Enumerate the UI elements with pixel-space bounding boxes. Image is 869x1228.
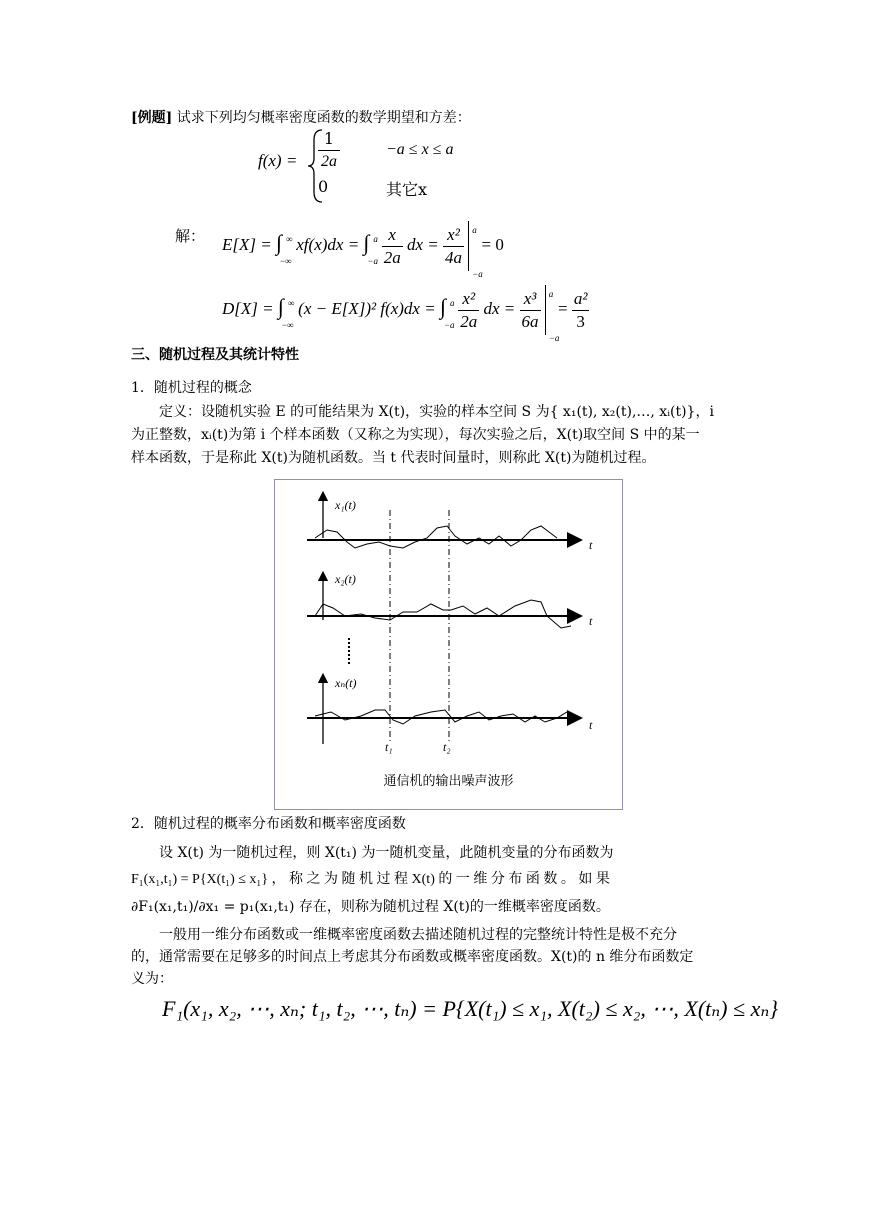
upper-limit: ∞	[287, 297, 295, 308]
variance-equals: =	[558, 298, 568, 318]
variance-integrand: (x − E[X])² f(x)dx =	[298, 298, 436, 318]
fraction-numerator: x²	[458, 288, 479, 311]
lower-limit: −∞	[279, 255, 292, 266]
bar-lower: −a	[548, 333, 560, 343]
figure-caption: 通信机的输出噪声波形	[383, 774, 514, 789]
fraction-numerator: x²	[443, 224, 464, 247]
lower-limit: −a	[443, 319, 455, 330]
subsection-heading-2: 2．随机过程的概率分布函数和概率密度函数	[131, 816, 406, 832]
t1-label: t₁	[385, 740, 393, 754]
bar-upper: a	[472, 225, 477, 235]
case2-value: 0	[318, 177, 329, 196]
expectation-lhs: E[X] =	[222, 234, 272, 254]
case2-condition: 其它x	[386, 180, 428, 199]
subsection-heading: 1．随机过程的概念	[131, 380, 252, 396]
expectation-dx: dx =	[406, 234, 439, 254]
sample-label-1: x₁(t)	[335, 498, 356, 512]
distribution-line-1: 设 X(t) 为一随机过程，则 X(t₁) 为一随机变量，此随机变量的分布函数为	[159, 845, 614, 861]
fraction-denominator: 2a	[460, 311, 478, 331]
lower-limit: −a	[367, 255, 378, 266]
case1-denominator: 2a	[321, 153, 337, 170]
example-question: 试求下列均匀概率密度函数的数学期望和方差：	[176, 110, 471, 126]
variance-lhs: D[X] =	[222, 298, 274, 318]
evaluation-bar	[545, 285, 560, 343]
explanation-line-3: 义为：	[131, 971, 173, 987]
section-heading: 三、随机过程及其统计特性	[131, 347, 299, 363]
t2-label: t₂	[443, 740, 451, 754]
case1-numerator: 1	[318, 128, 340, 151]
sample-label-n: xₙ(t)	[335, 676, 357, 690]
upper-limit: a	[449, 297, 455, 308]
fraction-numerator: x³	[520, 288, 541, 311]
fraction-denominator: 2a	[383, 247, 401, 267]
bar-lower: −a	[472, 269, 483, 279]
t-axis-label-1: t	[589, 538, 593, 552]
fraction-denominator: 3	[576, 311, 585, 331]
upper-limit: ∞	[285, 233, 293, 244]
example-tag: [例题]	[131, 110, 173, 126]
solution-label: 解：	[175, 227, 206, 245]
evaluation-bar	[468, 221, 483, 279]
definition-line-1: 定义：设随机实验 E 的可能结果为 X(t)，实验的样本空间 S 为{ x₁(t), x₂(t),…, xᵢ(t)}，i	[159, 404, 714, 420]
upper-limit: a	[373, 233, 378, 244]
definition-line-3: 样本函数，于是称此 X(t)为随机函数。当 t 代表时间量时，则称此 X(t)为随机过程。	[131, 450, 656, 466]
distribution-line-3: ∂F₁(x₁,t₁)/∂x₁ = p₁(x₁,t₁) 存在，则称为随机过程 X(t)的一维概率密度函数。	[131, 899, 610, 915]
lower-limit: −∞	[281, 319, 294, 330]
definition-line-2: 为正整数，xᵢ(t)为第 i 个样本函数（又称之为实现），每次实验之后，X(t)取空间 S 中的某一	[131, 427, 700, 443]
bar-upper: a	[548, 289, 554, 299]
variance-formula: D[X] = ∫ ∞ −∞ (x − E[X])² f(x)dx = ∫ a −a $\frac{\text{x²}}{2a}$ dx = $\frac{\text{x³}}{6a}$ a −a = $\frac{\text{a²}}{3}$	[222, 285, 589, 335]
t-axis-label-3: t	[589, 718, 593, 732]
distribution-line-2: F₁(x₁,t₁) = P{X(t₁) ≤ x₁} ， 称 之 为 随 机 过 程 X(t) 的 一 维 分 布 函 数 。 如 果	[131, 872, 610, 887]
example-line	[131, 108, 471, 128]
explanation-line-2: 的，通常需要在足够多的时间点上考虑其分布函数或概率密度函数。X(t)的 n 维分布函数定	[131, 949, 694, 965]
case1-condition: −a ≤ x ≤ a	[386, 141, 454, 158]
expectation-formula: E[X] = ∫ ∞ −∞ xf(x)dx = ∫ a −a $\frac{x}{2a}$ dx = $\frac{\text{x²}}{4a}$ a −a = 0	[222, 221, 504, 271]
explanation-line-1: 一般用一维分布函数或一维概率密度函数去描述随机过程的完整统计特性是极不充分	[159, 927, 677, 943]
variance-dx: dx =	[483, 298, 516, 318]
sample-label-2: x₂(t)	[335, 572, 356, 586]
noise-waveform-figure	[274, 479, 623, 810]
fraction-denominator: 4a	[444, 247, 462, 267]
expectation-result: = 0	[481, 234, 504, 254]
waveform-1	[315, 526, 557, 548]
waveform-plot	[275, 480, 622, 809]
fraction-numerator: a²	[572, 288, 590, 311]
fraction-numerator: x	[382, 224, 403, 247]
expectation-integrand: xf(x)dx =	[296, 234, 360, 254]
t-axis-label-2: t	[589, 614, 593, 628]
pdf-lhs: f(x) =	[258, 151, 298, 170]
waveform-2	[315, 600, 571, 628]
fraction-denominator: 6a	[521, 311, 539, 331]
n-dimensional-distribution-formula: F₁(x₁, x₂, ⋯, xₙ; t₁, t₂, ⋯, tₙ) = P{X(t₁) ≤ x₁, X(t₂) ≤ x₂, ⋯, X(tₙ) ≤ xₙ}	[162, 996, 779, 1021]
